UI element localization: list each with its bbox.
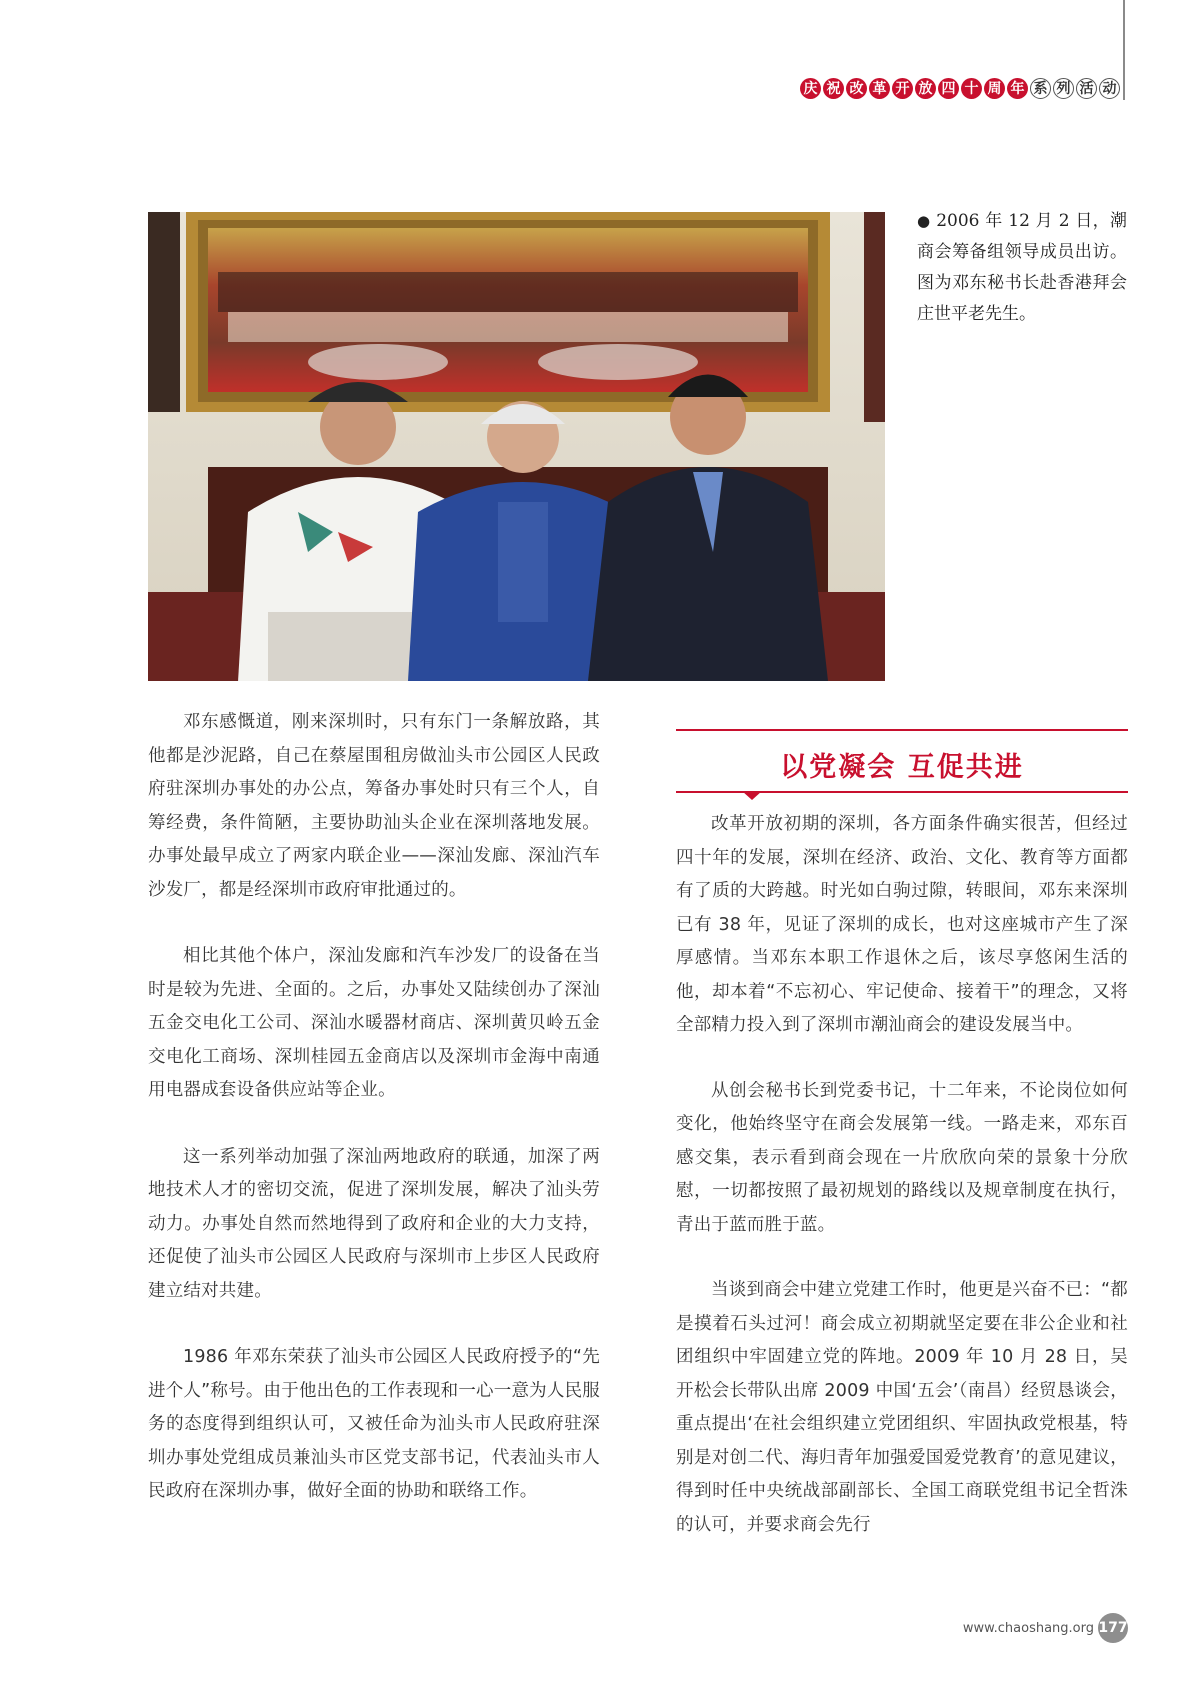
- photo-illustration: [148, 212, 885, 681]
- caption-text: 2006 年 12 月 2 日，潮商会筹备组领导成员出访。图为邓东秘书长赴香港拜会庄世平老先生。: [917, 211, 1127, 324]
- banner-char: 祝: [823, 78, 844, 99]
- banner-char: 四: [938, 78, 959, 99]
- banner-char: 放: [915, 78, 936, 99]
- paragraph: 这一系列举动加强了深汕两地政府的联通，加深了两地技术人才的密切交流，促进了深圳发展，解决了汕头劳动力。办事处自然而然地得到了政府和企业的大力支持，还促使了汕头市公园区人民政府与深圳市上步区人民政府建立结对共建。: [148, 1146, 600, 1301]
- banner-char: 开: [892, 78, 913, 99]
- section-title-text: 以党凝会 互促共进: [780, 752, 1024, 783]
- banner-char: 活: [1076, 78, 1097, 99]
- section-title: [676, 729, 1128, 799]
- right-column: [676, 808, 1128, 1574]
- left-column: [148, 706, 600, 1542]
- banner-char: 系: [1030, 78, 1051, 99]
- banner-char: 改: [846, 78, 867, 99]
- banner-char: 十: [961, 78, 982, 99]
- title-top-rule: [676, 729, 1128, 731]
- banner-char: 列: [1053, 78, 1074, 99]
- page-number: 177: [1098, 1613, 1128, 1643]
- title-notch: [742, 791, 762, 800]
- paragraph: 邓东感慨道，刚来深圳时，只有东门一条解放路，其他都是沙泥路，自己在蔡屋围租房做汕头市公园区人民政府驻深圳办事处的办公点，筹备办事处时只有三个人，自筹经费，条件简陋，主要协助汕头企业在深圳落地发展。办事处最早成立了两家内联企业——深汕发廊、深汕汽车沙发厂，都是经深圳市政府审批通过的。: [148, 712, 600, 900]
- paragraph: 当谈到商会中建立党建工作时，他更是兴奋不已：“都是摸着石头过河！商会成立初期就坚定要在非公企业和社团组织中牢固建立党的阵地。2009 年 10 月 28 日，吴开松会长带队出席 2009 中国‘五会’（南昌）经贸恳谈会，重点提出‘在社会组织建立党团组织、牢固执政党根基，特别是对创二代、海归青年加强爱国爱党教育’的意见建议，得到时任中央统战部副部长、全国工商联党组书记全哲洙的认可，并要求商会先行: [676, 1280, 1128, 1535]
- banner-char: 庆: [800, 78, 821, 99]
- paragraph: 相比其他个体户，深汕发廊和汽车沙发厂的设备在当时是较为先进、全面的。之后，办事处又陆续创办了深汕五金交电化工公司、深汕水暖器材商店、深圳黄贝岭五金交电化工商场、深圳桂园五金商店以及深圳市金海中南通用电器成套设备供应站等企业。: [148, 946, 600, 1100]
- banner-char: 动: [1099, 78, 1120, 99]
- paragraph: 从创会秘书长到党委书记，十二年来，不论岗位如何变化，他始终坚守在商会发展第一线。一路走来，邓东百感交集，表示看到商会现在一片欣欣向荣的景象十分欣慰，一切都按照了最初规划的路线以及规章制度在执行，青出于蓝而胜于蓝。: [676, 1080, 1128, 1235]
- series-banner: [800, 78, 1120, 99]
- banner-char: 年: [1007, 78, 1028, 99]
- vertical-rule: [1123, 0, 1125, 100]
- page-footer: [963, 1613, 1128, 1643]
- paragraph: 1986 年邓东荣获了汕头市公园区人民政府授予的“先进个人”称号。由于他出色的工作表现和一心一意为人民服务的态度得到组织认可，又被任命为汕头市人民政府驻深圳办事处党组成员兼汕头市区党支部书记，代表汕头市人民政府在深圳办事，做好全面的协助和联络工作。: [148, 1347, 600, 1501]
- site-url[interactable]: www.chaoshang.org: [962, 1620, 1094, 1636]
- banner-char: 革: [869, 78, 890, 99]
- photo: [148, 212, 885, 681]
- photo-caption: [917, 206, 1127, 330]
- bullet-icon: ●: [917, 212, 931, 230]
- paragraph: 改革开放初期的深圳，各方面条件确实很苦，但经过四十年的发展，深圳在经济、政治、文化、教育等方面都有了质的大跨越。时光如白驹过隙，转眼间，邓东来深圳已有 38 年，见证了深圳的成长，也对这座城市产生了深厚感情。当邓东本职工作退休之后，该尽享悠闲生活的他，却本着“不忘初心、牢记使命、接着干”的理念，又将全部精力投入到了深圳市潮汕商会的建设发展当中。: [676, 814, 1128, 1035]
- banner-char: 周: [984, 78, 1005, 99]
